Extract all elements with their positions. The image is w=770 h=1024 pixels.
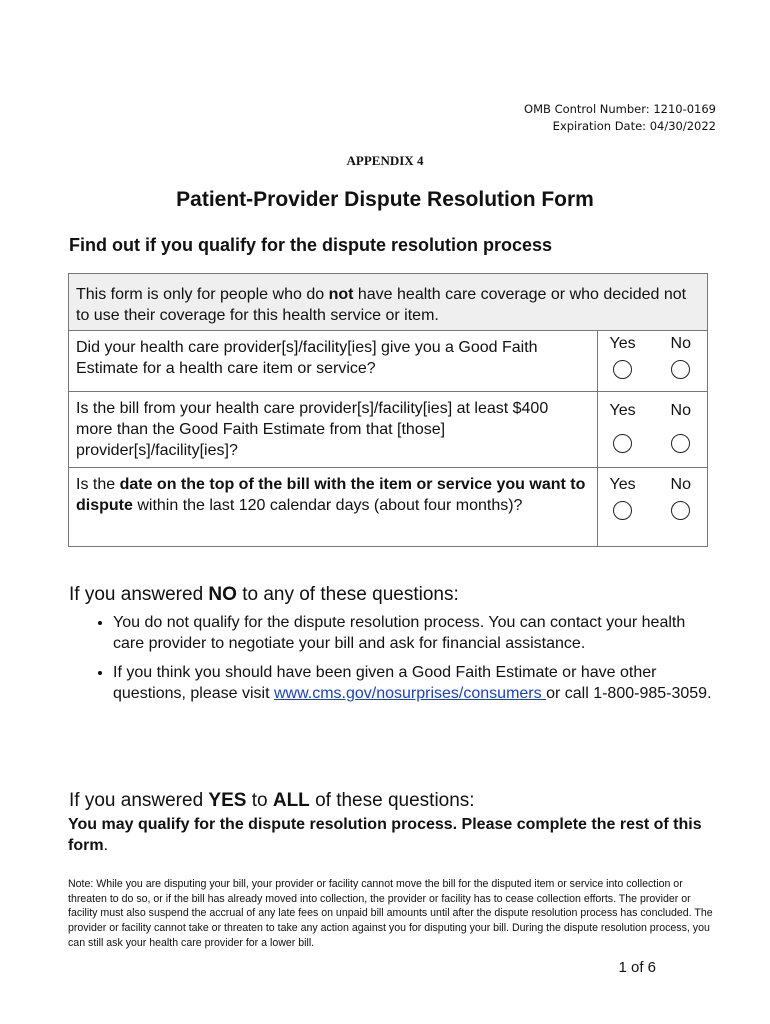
expiration-date: Expiration Date: 04/30/2022 — [552, 119, 716, 133]
no-radio[interactable] — [671, 501, 690, 520]
question-text: Is the date on the top of the bill with the item or service you want to dispute within the last 120 calendar days (about four months)? — [69, 468, 598, 547]
no-radio[interactable] — [671, 434, 690, 453]
intro-row — [69, 274, 708, 331]
answer-cell — [597, 392, 707, 468]
answer-cell — [597, 468, 707, 547]
no-answer-list — [69, 612, 713, 712]
no-section-heading: If you answered NO to any of these questions: — [69, 584, 459, 605]
no-label: No — [670, 335, 691, 352]
yes-section-heading: If you answered YES to ALL of these questions: — [69, 790, 475, 811]
no-radio[interactable] — [671, 360, 690, 379]
question-text: Did your health care provider[s]/facility[ies] give you a Good Faith Estimate for a health care item or service? — [69, 331, 598, 392]
list-item: • You do not qualify for the dispute resolution process. You can contact your health care provider to negotiate your bill and ask for financial assistance. — [113, 612, 713, 654]
yes-label: Yes — [609, 476, 636, 493]
list-item: • If you think you should have been given a Good Faith Estimate or have other questions, please visit www.cms.gov/nosurprises/consumers or call 1-800-985-3059. — [113, 662, 713, 704]
dispute-note: Note: While you are disputing your bill, your provider or facility cannot move the bill for the disputed item or service into collection or threaten to do so, or if the bill has already moved into collection, the provider or facility has to cease collection efforts. The provider or facility must also suspend the accrual of any late fees on unpaid bill amounts until after the dispute resolution process has concluded. The provider or facility cannot take or threaten to take any action against you for disputing your bill. During the dispute resolution process, you can still ask your health care provider for a lower bill. — [68, 878, 713, 949]
omb-info — [524, 101, 716, 135]
qualify-message: You may qualify for the dispute resolution process. Please complete the rest of this form. — [68, 816, 702, 854]
question-row — [69, 468, 708, 547]
yes-label: Yes — [609, 402, 636, 419]
yes-radio[interactable] — [613, 434, 632, 453]
yes-radio[interactable] — [613, 501, 632, 520]
page-number: 1 of 6 — [618, 959, 656, 976]
no-label: No — [670, 476, 691, 493]
intro-text: This form is only for people who do not have health care coverage or who decided not to use their coverage for this health service or item. — [69, 274, 708, 331]
omb-control-number: OMB Control Number: 1210-0169 — [524, 102, 716, 116]
appendix-label: APPENDIX 4 — [346, 153, 424, 168]
qualification-table — [68, 273, 708, 547]
yes-label: Yes — [609, 335, 636, 352]
question-text: Is the bill from your health care provider[s]/facility[ies] at least $400 more than the Good Faith Estimate from that [those] provider[s]/facility[ies]? — [69, 392, 598, 468]
cms-link[interactable]: www.cms.gov/nosurprises/consumers — [273, 685, 547, 702]
question-row — [69, 331, 708, 392]
no-label: No — [670, 402, 691, 419]
section-subtitle: Find out if you qualify for the dispute resolution process — [69, 235, 553, 255]
page-title: Patient-Provider Dispute Resolution Form — [176, 188, 594, 211]
answer-cell — [597, 331, 707, 392]
yes-radio[interactable] — [613, 360, 632, 379]
question-row — [69, 392, 708, 468]
